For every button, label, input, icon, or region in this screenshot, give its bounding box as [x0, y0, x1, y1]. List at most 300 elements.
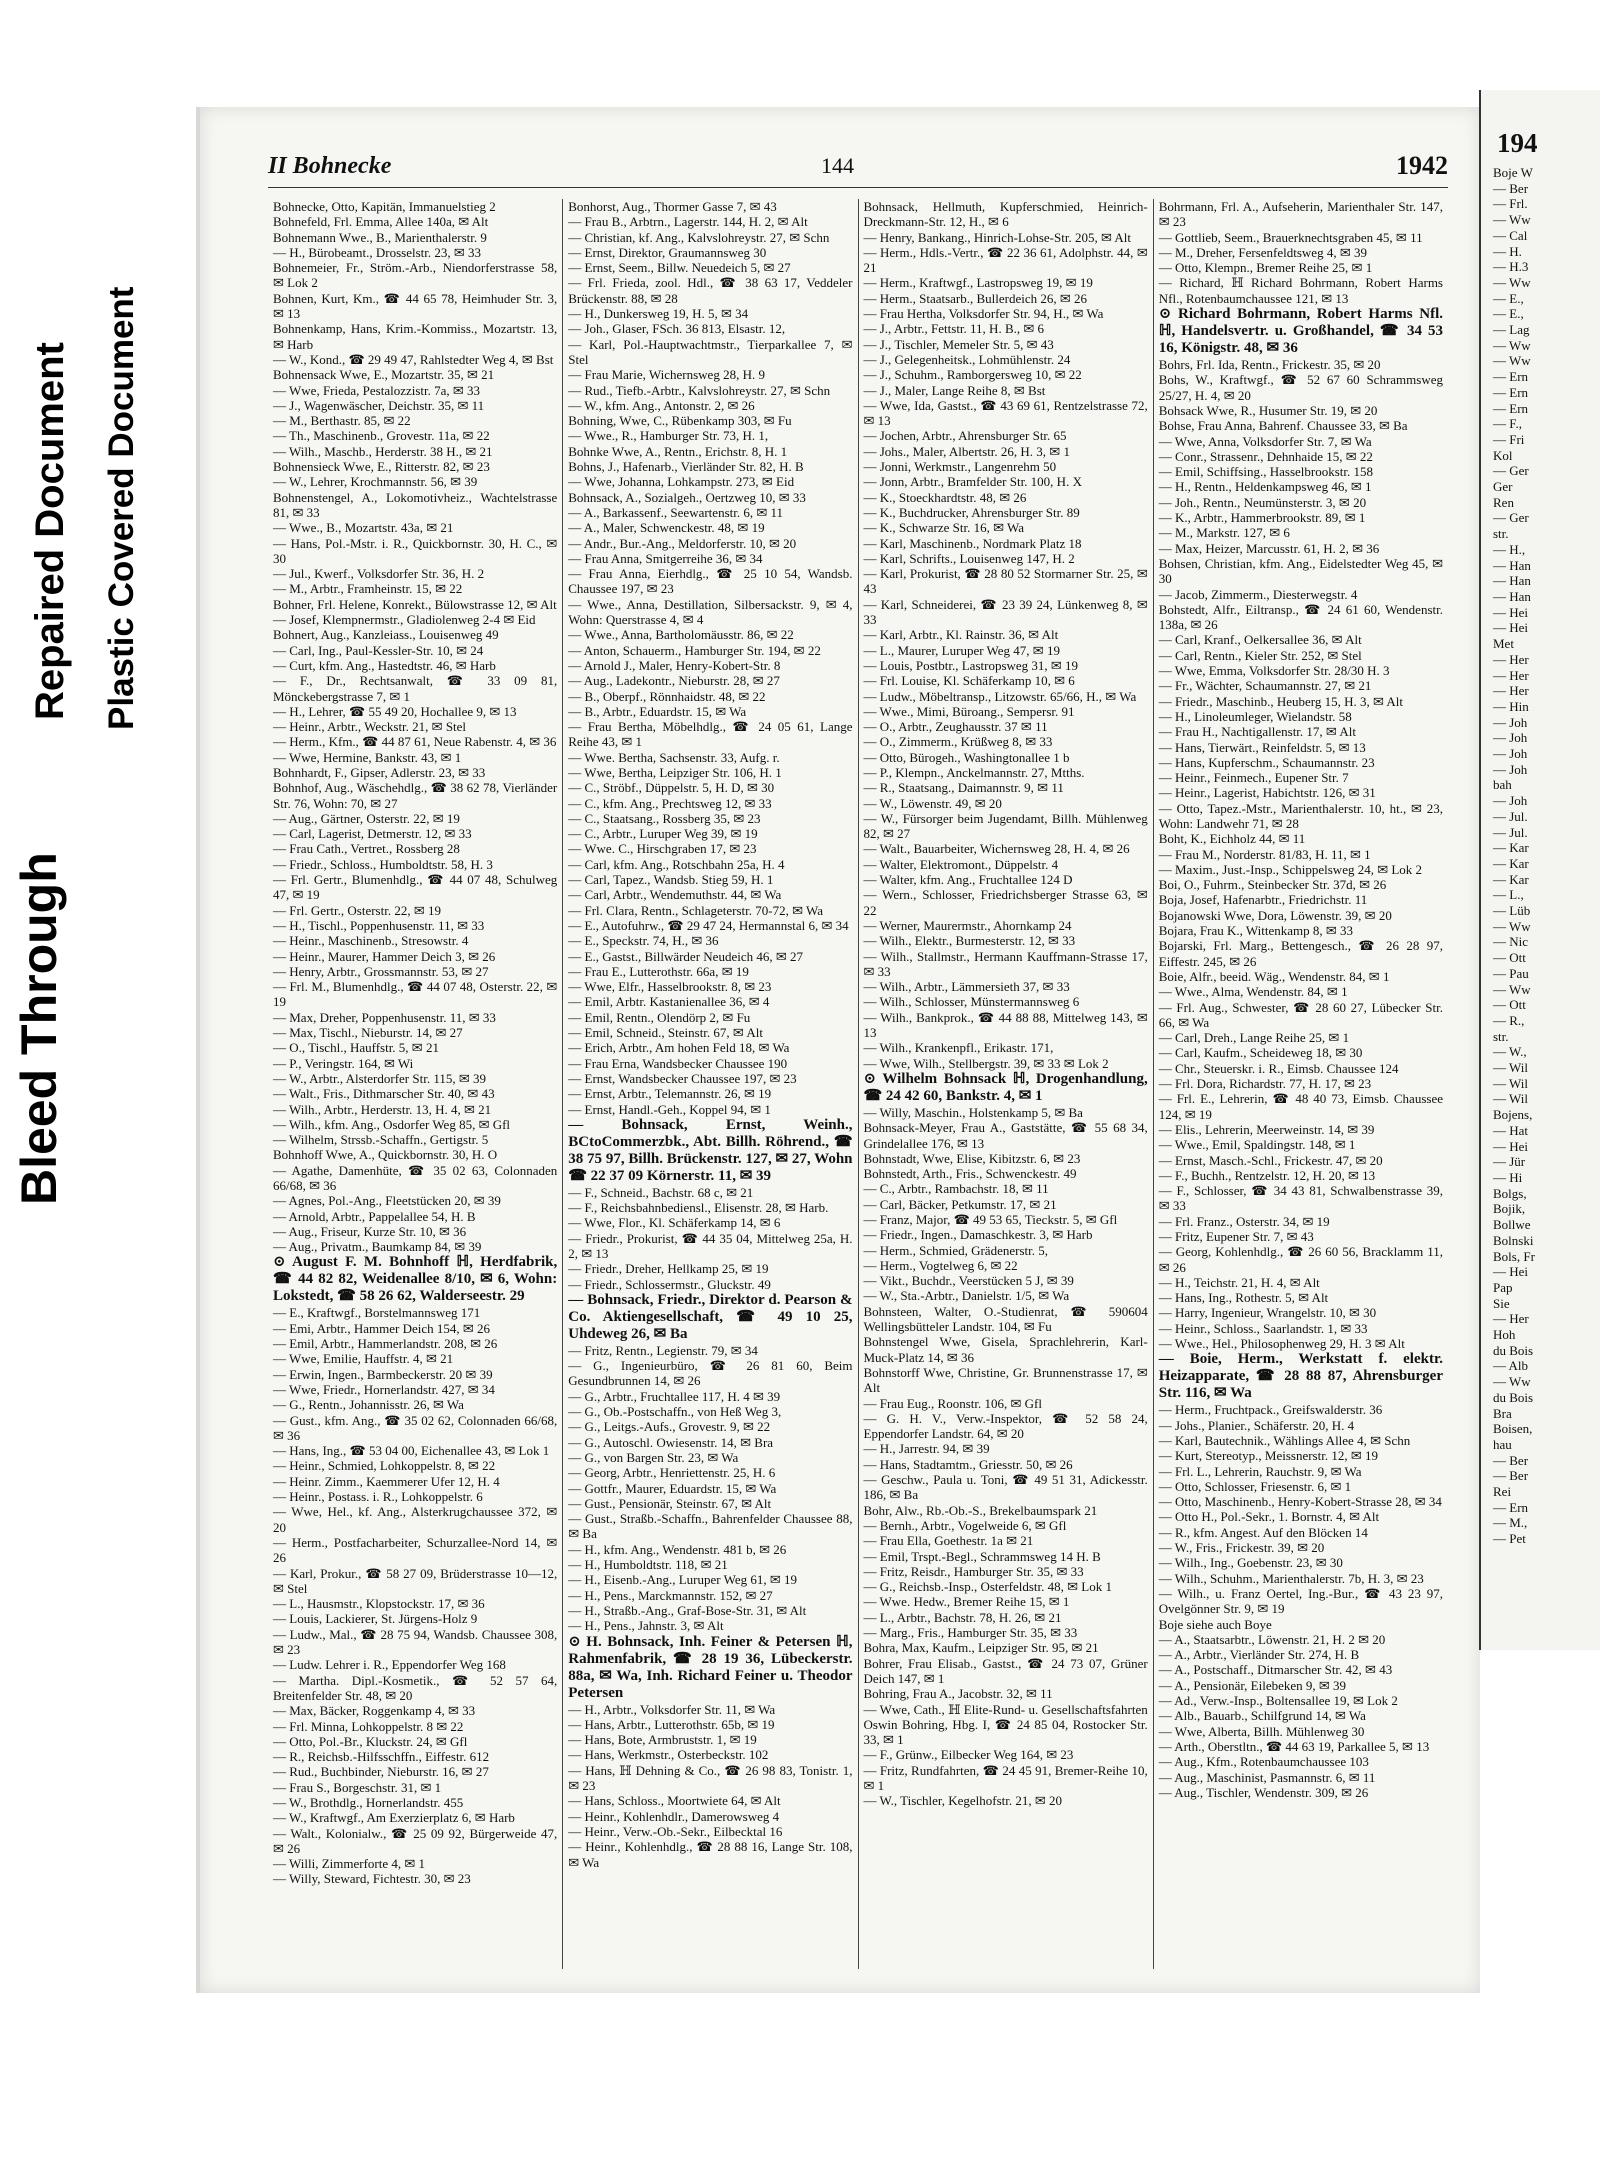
directory-entry: Bohsack Wwe, R., Husumer Str. 19, ✉ 20: [1158, 402, 1378, 418]
directory-entry: — Franz, Major, ☎ 49 53 65, Tieckstr. 5, ✉ Gfl: [863, 1212, 1118, 1227]
directory-entry: — Fritz, Eupener Str. 7, ✉ 43: [1158, 1229, 1314, 1244]
directory-entry: — O., Arbtr., Zeughausstr. 37 ✉ 11: [863, 719, 1048, 735]
directory-entry: — Heinr., Kohlenhdlg., ☎ 28 88 16, Lange Str. 108, ✉ Wa: [568, 1839, 853, 1870]
directory-entry: — Elis., Lehrerin, Meerweinstr. 14, ✉ 39: [1158, 1121, 1375, 1137]
edge-line: Bojik,: [1493, 1201, 1526, 1217]
edge-line: — Hi: [1493, 1170, 1523, 1185]
directory-entry: — J., Schuhm., Ramborgersweg 10, ✉ 22: [863, 367, 1082, 383]
directory-entry: — W., Brothdlg., Hornerlandstr. 455: [273, 1794, 464, 1810]
column-1: [268, 199, 563, 1969]
directory-entry: — Gust., kfm. Ang., ☎ 35 02 62, Colonnaden 66/68, ✉ 36: [273, 1412, 558, 1443]
directory-entry: — Walt., Kolonialw., ☎ 25 09 92, Bürgerweide 47, ✉ 26: [273, 1825, 558, 1856]
edge-line: Sie: [1493, 1295, 1510, 1311]
directory-entry: — Hans, Stadtamtm., Griesstr. 50, ✉ 26: [863, 1456, 1073, 1472]
directory-entry: Bohnsack, Hellmuth, Kupferschmied, Heinrich-Dreckmann-Str. 12, H., ✉ 6: [863, 199, 1148, 230]
directory-entry: Boht, K., Eichholz 44, ✉ 11: [1158, 831, 1306, 847]
directory-entry: — Harry, Ingenieur, Wrangelstr. 10, ✉ 30: [1158, 1305, 1377, 1321]
directory-entry: — Wilh., Elektr., Burmesterstr. 12, ✉ 33: [863, 933, 1076, 949]
directory-entry: — F., Dr., Rechtsanwalt, ☎ 33 09 81, Mönckebergstrasse 7, ✉ 1: [273, 673, 558, 704]
directory-entry: — Heinr., Schmied, Lohkoppelstr. 8, ✉ 22: [273, 1458, 496, 1474]
directory-entry: Bojara, Frau K., Wittenkamp 8, ✉ 33: [1158, 923, 1354, 939]
directory-entry: — Wwe. Bertha, Sachsenstr. 33, Aufg. r.: [568, 749, 780, 765]
directory-entry: — Gottlieb, Seem., Brauerknechtsgraben 45, ✉ 11: [1158, 229, 1423, 245]
directory-entry: — Friedr., Schlossermstr., Gluckstr. 49: [568, 1276, 771, 1292]
directory-entry: — Carl, Kaufm., Scheideweg 18, ✉ 30: [1158, 1045, 1363, 1061]
edge-line: — Ww: [1493, 918, 1531, 934]
next-page-number: 194: [1497, 128, 1538, 158]
directory-entry: — Aug., Kfm., Rotenbaumchaussee 103: [1158, 1754, 1369, 1770]
edge-line: Bra: [1493, 1405, 1512, 1421]
directory-entry: — Wilh., Stallmstr., Hermann Kauffmann-Strasse 17, ✉ 33: [863, 948, 1148, 979]
directory-entry: — Rud., Tiefb.-Arbtr., Kalvslohreystr. 27, ✉ Schn: [568, 382, 831, 398]
directory-entry: — Walt., Fris., Dithmarscher Str. 40, ✉ 43: [273, 1086, 495, 1102]
directory-entry: — G. H. V., Verw.-Inspektor, ☎ 52 58 24, Eppendorfer Landstr. 64, ✉ 20: [863, 1410, 1148, 1442]
directory-entry: — Emil, Schiffsing., Hasselbrookstr. 158: [1158, 464, 1374, 480]
edge-line: — L.,: [1493, 887, 1524, 903]
directory-entry: — Georg, Arbtr., Henriettenstr. 25, H. 6: [568, 1465, 776, 1481]
edge-line: — Hat: [1493, 1122, 1529, 1138]
directory-entry: — Otto, Bürogeh., Washingtonallee 1 b: [863, 749, 1070, 765]
directory-entry: — J., Tischler, Memeler Str. 5, ✉ 43: [863, 336, 1054, 352]
directory-entry: — E., Kraftwgf., Borstelmannsweg 171: [273, 1305, 481, 1321]
edge-line: — Jür: [1493, 1154, 1526, 1170]
directory-entry: — Wwe., Anna, Destillation, Silbersackstr. 9, ✉ 4, Wohn: Querstrasse 4, ✉ 4: [568, 596, 853, 628]
directory-entry: — Wwe, Emilie, Hauffstr. 4, ✉ 21: [273, 1351, 454, 1367]
directory-entry: — Fritz, Rentn., Legienstr. 79, ✉ 34: [568, 1342, 758, 1358]
directory-entry: — Wilh., Arbtr., Herderstr. 13, H. 4, ✉ 21: [273, 1101, 492, 1117]
directory-entry: — Hans, Bote, Armbruststr. 1, ✉ 19: [568, 1732, 757, 1748]
directory-entry: — G., Reichsb.-Insp., Osterfeldstr. 48, ✉ Lok 1: [863, 1579, 1112, 1595]
directory-entry: — F., Reichsbahnbediensl., Elisenstr. 28, ✉ Harb.: [568, 1200, 829, 1216]
edge-line: — Pau: [1493, 965, 1529, 981]
directory-entry: Bohnensieck Wwe, E., Ritterstr. 82, ✉ 23: [273, 459, 490, 475]
directory-entry: — Rud., Buchbinder, Nieburstr. 16, ✉ 27: [273, 1764, 489, 1780]
next-page-lines: [1481, 165, 1600, 1547]
directory-entry: — Frl. Louise, Kl. Schäferkamp 10, ✉ 6: [863, 673, 1075, 689]
directory-entry: — Friedr., Maschinb., Heuberg 15, H. 3, ✉ Alt: [1158, 693, 1404, 709]
directory-entry: — Carl, Arbtr., Wendemuthstr. 44, ✉ Wa: [568, 887, 782, 903]
edge-line: — Ww: [1493, 353, 1531, 369]
edge-line: Ren: [1493, 494, 1514, 510]
directory-entry: — Carl, Rentn., Kieler Str. 252, ✉ Stel: [1158, 647, 1362, 663]
edge-line: — Her: [1493, 651, 1529, 667]
directory-entry: — Frau Anna, Smitgerreihe 36, ✉ 34: [568, 550, 763, 566]
directory-entry: — Emil, Arbtr. Kastanienallee 36, ✉ 4: [568, 994, 770, 1010]
directory-entry: — Frau Bertha, Möbelhdlg., ☎ 24 05 61, Lange Reihe 43, ✉ 1: [568, 719, 853, 750]
edge-line: — W.,: [1493, 1044, 1527, 1060]
edge-line: Pap: [1493, 1279, 1513, 1295]
edge-line: — H.,: [1493, 541, 1526, 557]
directory-entry: — G., Rentn., Johannisstr. 26, ✉ Wa: [273, 1397, 464, 1413]
edge-line: — Alb: [1493, 1358, 1529, 1374]
edge-line: — Ger: [1493, 463, 1529, 479]
directory-entry: — Wwe, Wilh., Stellbergstr. 39, ✉ 33 ✉ Lok 2: [863, 1055, 1109, 1071]
directory-entry: — Georg, Kohlenhdlg., ☎ 26 60 56, Bracklamm 11, ✉ 26: [1158, 1244, 1443, 1275]
directory-entry: Bohrs, Frl. Ida, Rentn., Frickestr. 35, ✉ 20: [1158, 357, 1381, 373]
directory-entry: — E., Gastst., Billwärder Neudeich 46, ✉ 27: [568, 948, 803, 964]
directory-entry: — Herm., Staatsarb., Bullerdeich 26, ✉ 26: [863, 290, 1088, 306]
directory-entry: Bohnstorff Wwe, Christine, Gr. Brunnenstrasse 17, ✉ Alt: [863, 1364, 1148, 1396]
directory-entry: — Jul., Kwerf., Volksdorfer Str. 36, H. 2: [273, 566, 485, 582]
directory-entry: — Hans, Tierwärt., Reinfeldstr. 5, ✉ 13: [1158, 739, 1366, 755]
directory-entry: Boi, O., Fuhrm., Steinbecker Str. 37d, ✉ 26: [1158, 877, 1387, 893]
directory-entry: Bohnhoff Wwe, A., Quickbornstr. 30, H. O: [273, 1147, 498, 1163]
directory-entry: — L., Hausmstr., Klopstockstr. 17, ✉ 36: [273, 1596, 485, 1612]
directory-entry: — W., Sta.-Arbtr., Danielstr. 1/5, ✉ Wa: [863, 1288, 1070, 1304]
directory-entry: — Richard, ℍ Richard Bohrmann, Robert Harms Nfl., Rotenbaumchaussee 121, ✉ 13: [1158, 275, 1443, 306]
directory-entry: — Karl, Schneiderei, ☎ 23 39 24, Lünkenweg 8, ✉ 33: [863, 596, 1148, 628]
directory-entry: — Bohnsack, Ernst, Weinh., BCtoCommerzbk., Abt. Billh. Röhrend., ☎ 38 75 97, Billh. Brückenstr. 127, ✉ 27, Wohn ☎ 22 37 09 Körnerstr. 11, ✉ 39: [568, 1116, 853, 1184]
directory-entry: — Frl. Frieda, zool. Hdl., ☎ 38 63 17, Veddeler Brückenstr. 88, ✉ 28: [568, 275, 853, 306]
directory-entry: Bojanowski Wwe, Dora, Löwenstr. 39, ✉ 20: [1158, 907, 1392, 923]
directory-entry: — Carl, Kranf., Oelkersallee 36, ✉ Alt: [1158, 632, 1362, 648]
directory-entry: — Henry, Bankang., Hinrich-Lohse-Str. 205, ✉ Alt: [863, 229, 1131, 245]
directory-entry: — Fritz, Rundfahrten, ☎ 24 45 91, Bremer-Reihe 10, ✉ 1: [863, 1762, 1148, 1793]
directory-entry: — Frl. Clara, Rentn., Schlageterstr. 70-72, ✉ Wa: [568, 902, 824, 918]
directory-entry: — Friedr., Prokurist, ☎ 44 35 04, Mittelweg 25a, H. 2, ✉ 13: [568, 1230, 853, 1261]
directory-entry: Bohnemann Wwe., B., Marienthalerstr. 9: [273, 229, 487, 245]
directory-entry: — W., Arbtr., Alsterdorfer Str. 115, ✉ 39: [273, 1070, 486, 1086]
directory-entry: — Anton, Schauerm., Hamburger Str. 194, ✉ 22: [568, 642, 821, 658]
directory-entry: — Karl, Maschinenb., Nordmark Platz 18: [863, 535, 1082, 551]
directory-entry: — Karl, Arbtr., Kl. Rainstr. 36, ✉ Alt: [863, 627, 1059, 643]
edge-line: Bolgs,: [1493, 1185, 1527, 1201]
directory-entry: — Friedr., Ingen., Damaschkestr. 3, ✉ Harb: [863, 1227, 1093, 1243]
directory-entry: — W., Kond., ☎ 29 49 47, Rahlstedter Weg 4, ✉ Bst: [273, 351, 554, 367]
directory-entry: — Wilh., Arbtr., Lämmersieth 37, ✉ 33: [863, 979, 1070, 995]
directory-entry: — Arnold J., Maler, Henry-Kobert-Str. 8: [568, 657, 781, 673]
directory-entry: — Emil, Schneid., Steinstr. 67, ✉ Alt: [568, 1025, 763, 1041]
directory-entry: — Wwe, Ida, Gastst., ☎ 43 69 61, Rentzelstrasse 72, ✉ 13: [863, 397, 1148, 429]
edge-line: — Han: [1493, 588, 1531, 604]
directory-entry: — H., Straßb.-Ang., Graf-Bose-Str. 31, ✉ Alt: [568, 1602, 807, 1618]
directory-entry: — M., Berthastr. 85, ✉ 22: [273, 413, 411, 429]
edge-line: — Fri: [1493, 431, 1525, 447]
directory-entry: — Hans, Kupferschm., Schaumannstr. 23: [1158, 754, 1375, 770]
directory-entry: — Carl, kfm. Ang., Rotschbahn 25a, H. 4: [568, 856, 785, 872]
directory-entry: — L., Arbtr., Bachstr. 78, H. 26, ✉ 21: [863, 1609, 1062, 1625]
edge-line: — Kar: [1493, 855, 1529, 871]
edge-line: du Bois: [1493, 1342, 1534, 1358]
directory-entry: — Arnold, Arbtr., Pappelallee 54, H. B: [273, 1208, 476, 1224]
directory-entry: — Max, Dreher, Poppenhusenstr. 11, ✉ 33: [273, 1009, 496, 1025]
directory-entry: — J., Arbtr., Fettstr. 11, H. B., ✉ 6: [863, 321, 1045, 337]
directory-entry: — Wwe, Flor., Kl. Schäferkamp 14, ✉ 6: [568, 1215, 781, 1231]
edge-line: — Pet: [1493, 1531, 1526, 1547]
directory-entry: — Frau Cath., Vertret., Rossberg 28: [273, 841, 460, 857]
directory-entry: — Karl, Pol.-Hauptwachtmstr., Tierparkallee 7, ✉ Stel: [568, 336, 853, 367]
directory-entry: — Kurt, Stereotyp., Meissnerstr. 12, ✉ 19: [1158, 1448, 1378, 1464]
directory-entry: — J., Gelegenheitsk., Lohmühlenstr. 24: [863, 351, 1071, 367]
directory-entry: — Herm., Kraftwgf., Lastropsweg 19, ✉ 19: [863, 275, 1093, 291]
directory-entry: — Frl. L., Lehrerin, Rauchstr. 9, ✉ Wa: [1158, 1463, 1362, 1479]
directory-entry: — Johs., Planier., Schäferstr. 20, H. 4: [1158, 1417, 1355, 1433]
directory-entry: — A., Barkassenf., Seewartenstr. 6, ✉ 11: [568, 504, 784, 520]
directory-entry: — F., Schlosser, ☎ 34 43 81, Schwalbenstrasse 39, ✉ 33: [1158, 1183, 1443, 1214]
directory-entry: — Fritz, Reisdr., Hamburger Str. 35, ✉ 33: [863, 1563, 1084, 1579]
directory-entry: — Frau E., Lutterothstr. 66a, ✉ 19: [568, 963, 749, 979]
directory-entry: — Louis, Lackierer, St. Jürgens-Holz 9: [273, 1611, 478, 1627]
directory-entry: Bohnenstengel, A., Lokomotivheiz., Wachtelstrasse 81, ✉ 33: [273, 489, 558, 520]
directory-entry: — Wilh., Maschb., Herderstr. 38 H., ✉ 21: [273, 443, 493, 459]
directory-entry: Boje siehe auch Boye: [1158, 1616, 1272, 1632]
edge-line: — Wil: [1493, 1060, 1528, 1076]
edge-line: — Jul.: [1493, 824, 1528, 840]
directory-entry: — Jonni, Werkmstr., Langenrehm 50: [863, 459, 1057, 475]
edge-line: du Bois: [1493, 1389, 1534, 1405]
edge-line: — Hin: [1493, 698, 1529, 714]
edge-line: — Ber: [1493, 1452, 1529, 1468]
directory-entry: — H., Arbtr., Volksdorfer Str. 11, ✉ Wa: [568, 1701, 776, 1717]
directory-entry: — H., Teichstr. 21, H. 4, ✉ Alt: [1158, 1274, 1320, 1290]
directory-entry: — Ernst, Masch.-Schl., Frickestr. 47, ✉ 20: [1158, 1152, 1383, 1168]
edge-line: — Joh: [1493, 793, 1528, 809]
directory-entry: — Herm., Postfacharbeiter, Schurzalleе-Nord 14, ✉ 26: [273, 1534, 558, 1566]
directory-entry: — W., Löwenstr. 49, ✉ 20: [863, 795, 1002, 811]
edge-line: Bojens,: [1493, 1107, 1533, 1123]
directory-entry: — Wwe., Emil, Spaldingstr. 148, ✉ 1: [1158, 1137, 1356, 1153]
directory-entry: Bohnstedt, Arth., Fris., Schwenckestr. 49: [863, 1166, 1077, 1182]
directory-entry: — E., Speckstr. 74, H., ✉ 36: [568, 933, 719, 949]
directory-entry: — W., kfm. Ang., Antonstr. 2, ✉ 26: [568, 397, 755, 413]
edge-line: — Joh: [1493, 730, 1528, 746]
directory-entry: — Otto, Tapez.-Mstr., Marienthalerstr. 10, ht., ✉ 23, Wohn: Landwehr 71, ✉ 28: [1158, 800, 1443, 831]
edge-line: — Lüb: [1493, 903, 1531, 919]
directory-entry: — Wwe, Johanna, Lohkampstr. 273, ✉ Eid: [568, 474, 795, 490]
directory-entry: — Aug., Gärtner, Osterstr. 22, ✉ 19: [273, 810, 460, 826]
directory-entry: — Fr., Wächter, Schaumannstr. 27, ✉ 21: [1158, 678, 1372, 694]
directory-entry: Bohnsteen, Walter, O.-Studienrat, ☎ 590604 Wellingsbütteler Landstr. 104, ✉ Fu: [863, 1303, 1148, 1335]
directory-entry: — Josef, Klempnermstr., Gladiolenweg 2-4 ✉ Eid: [273, 612, 536, 628]
edge-line: — H.3: [1493, 259, 1529, 275]
edge-line: — Hei: [1493, 1264, 1529, 1280]
directory-entry: Bohns, J., Hafenarb., Vierländer Str. 82, H. B: [568, 459, 804, 475]
edge-line: Bolnski: [1493, 1232, 1534, 1248]
directory-entry: Bohnke Wwe, A., Rentn., Erichstr. 8, H. 1: [568, 443, 788, 459]
directory-entry: — B., Oberpf., Rönnhaidstr. 48, ✉ 22: [568, 688, 766, 704]
directory-entry: — Marg., Fris., Hamburger Str. 35, ✉ 33: [863, 1625, 1078, 1641]
directory-entry: — H., Eisenb.-Ang., Luruper Weg 61, ✉ 19: [568, 1572, 798, 1588]
directory-entry: — Erwin, Ingen., Barmbeckerstr. 20 ✉ 39: [273, 1366, 493, 1382]
directory-entry: — Herm., Schmied, Grädenerstr. 5,: [863, 1242, 1048, 1258]
directory-entry: — P., Veringstr. 164, ✉ Wi: [273, 1055, 414, 1071]
directory-entry: — Wilh., Krankenpfl., Erikastr. 171,: [863, 1040, 1054, 1056]
directory-entry: — Wwe, Alberta, Billh. Mühlenweg 30: [1158, 1723, 1365, 1739]
directory-entry: — Wwe, Friedr., Hornerlandstr. 427, ✉ 34: [273, 1381, 495, 1397]
directory-entry: — Wwe, Anna, Volksdorfer Str. 7, ✉ Wa: [1158, 433, 1372, 449]
directory-entry: — Frau Ella, Goethestr. 1a ✉ 21: [863, 1533, 1034, 1549]
edge-line: — Ww: [1493, 212, 1531, 228]
directory-entry: ⊙ Richard Bohrmann, Robert Harms Nfl. ℍ, Handelsvertr. u. Großhandel, ☎ 34 53 16, Königstr. 48, ✉ 36: [1158, 306, 1443, 357]
directory-entry: — Martha. Dipl.-Kosmetik., ☎ 52 57 64, Breitenfelder Str. 48, ✉ 20: [273, 1672, 558, 1703]
directory-entry: — Karl, Prokurist, ☎ 28 80 52 Stormarner Str. 25, ✉ 43: [863, 566, 1148, 597]
directory-entry: — Heinr., Arbtr., Weckstr. 21, ✉ Stel: [273, 719, 467, 735]
edge-line: — M.,: [1493, 1515, 1528, 1531]
directory-entry: — Joh., Rentn., Neumünsterstr. 3, ✉ 20: [1158, 494, 1367, 510]
directory-entry: — Max, Bäcker, Roggenkamp 4, ✉ 33: [273, 1703, 476, 1719]
directory-entry: — K., Buchdrucker, Ahrensburger Str. 89: [863, 504, 1080, 520]
directory-entry: — Bernh., Arbtr., Vogelweide 6, ✉ Gfl: [863, 1517, 1067, 1533]
directory-entry: — Frau Hertha, Volksdorfer Str. 94, H., ✉ Wa: [863, 306, 1104, 322]
directory-entry: — Werner, Maurermstr., Ahornkamp 24: [863, 917, 1072, 933]
directory-entry: — Frl. M., Blumenhdlg., ☎ 44 07 48, Osterstr. 22, ✉ 19: [273, 979, 558, 1010]
directory-entry: — C., Ströbf., Düppelstr. 5, H. D, ✉ 30: [568, 780, 775, 796]
directory-entry: Bohnemeier, Fr., Ström.-Arb., Niendorferstrasse 58, ✉ Lok 2: [273, 260, 558, 291]
directory-entry: — Heinr., Feinmech., Eupener Str. 7: [1158, 770, 1349, 786]
edge-line: Ger: [1493, 479, 1513, 495]
directory-entry: Bohnhof, Aug., Wäschehdlg., ☎ 38 62 78, Vierländer Str. 76, Wohn: 70, ✉ 27: [273, 780, 558, 811]
column-4: [1154, 199, 1448, 1969]
directory-entry: — Heinr., Postass. i. R., Lohkoppelstr. 6: [273, 1489, 483, 1505]
directory-entry: Bohnsack-Meyer, Frau A., Gaststätte, ☎ 55 68 34, Grindelallee 176, ✉ 13: [863, 1120, 1148, 1151]
directory-entry: — Wilhelm, Strssb.-Schaffn., Gertigstr. 5: [273, 1132, 489, 1148]
directory-entry: — Carl, Dreh., Lange Reihe 25, ✉ 1: [1158, 1030, 1350, 1046]
directory-entry: — Gottfr., Maurer, Eduardstr. 15, ✉ Wa: [568, 1480, 777, 1496]
directory-entry: Bohner, Frl. Helene, Konrekt., Bülowstrasse 12, ✉ Alt: [273, 596, 557, 612]
directory-entry: — Frau Erna, Wandsbecker Chaussee 190: [568, 1055, 788, 1071]
directory-entry: — Wilh., Bankprok., ☎ 44 88 88, Mittelweg 143, ✉ 13: [863, 1009, 1148, 1041]
directory-entry: — A., Pensionär, Eilebeken 9, ✉ 39: [1158, 1677, 1347, 1693]
edge-line: — Joh: [1493, 714, 1528, 730]
directory-entry: — Agnes, Pol.-Ang., Fleetstücken 20, ✉ 39: [273, 1193, 501, 1209]
directory-entry: — P., Klempn., Anckelmannstr. 27, Mtths.: [863, 764, 1085, 780]
directory-entry: Bohning, Wwe, C., Rübenkamp 303, ✉ Fu: [568, 413, 792, 429]
directory-entry: — O., Tischl., Hauffstr. 5, ✉ 21: [273, 1040, 439, 1056]
directory-entry: — Ernst, Seem., Billw. Neuedeich 5, ✉ 27: [568, 260, 791, 276]
directory-entry: — Agathe, Damenhüte, ☎ 35 02 63, Colonnaden 66/68, ✉ 36: [273, 1162, 558, 1193]
document-page: [196, 107, 1480, 1993]
edge-line: — Ern: [1493, 384, 1529, 400]
directory-entry: — H., Lehrer, ☎ 55 49 20, Hochallee 9, ✉ 13: [273, 703, 517, 719]
directory-entry: — Bohnsack, Friedr., Direktor d. Pearson & Co. Aktiengesellschaft, ☎ 49 10 25, Uhdeweg 26, ✉ Ba: [568, 1291, 853, 1342]
directory-entry: — H., Tischl., Poppenhusenstr. 11, ✉ 33: [273, 917, 485, 933]
directory-entry: — Vikt., Buchdr., Veerstücken 5 J, ✉ 39: [863, 1273, 1074, 1289]
directory-entry: — H., kfm. Ang., Wendenstr. 481 b, ✉ 26: [568, 1541, 787, 1557]
directory-entry: — M., Dreher, Fersenfeldtsweg 4, ✉ 39: [1158, 244, 1367, 260]
directory-entry: — Ernst, Direktor, Graumannsweg 30: [568, 244, 767, 260]
edge-line: — Han: [1493, 573, 1531, 589]
column-3: [859, 199, 1154, 1969]
edge-line: — Nic: [1493, 934, 1529, 950]
directory-entry: Bohnen, Kurt, Km., ☎ 44 65 78, Heimhuder Str. 3, ✉ 13: [273, 290, 558, 322]
directory-entry: — R., Reichsb.-Hilfsschffn., Eiffestr. 612: [273, 1749, 490, 1765]
directory-entry: — Chr., Steuerskr. i. R., Eimsb. Chaussee 124: [1158, 1060, 1399, 1076]
directory-entry: ⊙ August F. M. Bohnhoff ℍ, Herdfabrik, ☎ 44 82 82, Weidenallee 8/10, ✉ 6, Wohn: Lokstedt, ☎ 58 26 62, Walderseestr. 29: [273, 1254, 558, 1305]
directory-entry: — Hans, Werkmstr., Osterbeckstr. 102: [568, 1747, 769, 1763]
directory-entry: — H., Pens., Marckmannstr. 152, ✉ 27: [568, 1587, 773, 1603]
directory-entry: — M., Markstr. 127, ✉ 6: [1158, 525, 1290, 541]
edge-line: — Wil: [1493, 1091, 1528, 1107]
directory-entry: — Hans, Arbtr., Lutterothstr. 65b, ✉ 19: [568, 1716, 775, 1732]
page-header: [268, 147, 1448, 188]
directory-entry: — Frl. Aug., Schwester, ☎ 28 60 27, Lübecker Str. 66, ✉ Wa: [1158, 999, 1443, 1030]
edge-line: Hoh: [1493, 1327, 1516, 1343]
directory-entry: — Emil, Rentn., Olendörp 2, ✉ Fu: [568, 1009, 751, 1025]
directory-entry: — A., Maler, Schwenckestr. 48, ✉ 19: [568, 520, 765, 536]
directory-entry: — Hans, Ing., Rothestr. 5, ✉ Alt: [1158, 1290, 1329, 1306]
directory-entry: — R., kfm. Angest. Auf den Blöcken 14: [1158, 1524, 1368, 1540]
directory-entry: Bonhorst, Aug., Thormer Gasse 7, ✉ 43: [568, 199, 777, 214]
directory-entry: — Heinr., Maurer, Hammer Deich 3, ✉ 26: [273, 948, 496, 964]
directory-entry: Bohse, Frau Anna, Bahrenf. Chaussee 33, ✉ Ba: [1158, 418, 1408, 434]
directory-entry: — Friedr., Schloss., Humboldtstr. 58, H. 3: [273, 856, 493, 872]
edge-line: — Ger: [1493, 510, 1529, 526]
directory-entry: ⊙ H. Bohnsack, Inh. Feiner & Petersen ℍ, Rahmenfabrik, ☎ 28 19 36, Lübeckerstr. 88a, ✉ Wa, Inh. Richard Feiner u. Theodor Petersen: [568, 1633, 853, 1701]
directory-entry: — Wwe., R., Hamburger Str. 73, H. 1,: [568, 428, 769, 444]
directory-entry: Bohnert, Aug., Kanzleiass., Louisenweg 49: [273, 627, 499, 643]
directory-entry: Bojarski, Frl. Marg., Bettengesch., ☎ 26 28 97, Eiffestr. 245, ✉ 26: [1158, 938, 1443, 969]
directory-entry: — Wilh., Schuhm., Marienthalerstr. 7b, H. 3, ✉ 23: [1158, 1570, 1424, 1586]
edge-line: — Joh: [1493, 746, 1528, 762]
directory-entry: — G., von Bargen Str. 23, ✉ Wa: [568, 1449, 739, 1465]
directory-entry: Bohnstengel Wwe, Gisela, Sprachlehrerin, Karl-Muck-Platz 14, ✉ 36: [863, 1334, 1148, 1365]
edge-line: Rei: [1493, 1484, 1512, 1500]
directory-entry: — Heinr., Schloss., Saarlandstr. 1, ✉ 33: [1158, 1320, 1368, 1336]
edge-line: — Ber: [1493, 1468, 1529, 1484]
directory-entry: — Otto, Maschinenb., Henry-Kobert-Strasse 28, ✉ 34: [1158, 1494, 1442, 1510]
year-label: 1942: [1396, 151, 1448, 180]
directory-entry: — Frau H., Nachtigallenstr. 17, ✉ Alt: [1158, 724, 1356, 740]
directory-entry: — Frl. Gertr., Osterstr. 22, ✉ 19: [273, 902, 441, 918]
edge-line: — Her: [1493, 683, 1529, 699]
directory-entry: — Frl. Gertr., Blumenhdlg., ☎ 44 07 48, Schulweg 47, ✉ 19: [273, 872, 558, 903]
directory-entry: — K., Schwarze Str. 16, ✉ Wa: [863, 520, 1025, 536]
directory-entry: — Wwe., Mimi, Büroang., Sempersr. 91: [863, 703, 1075, 719]
edge-line: Met: [1493, 636, 1514, 652]
directory-entry: — H., Dunkersweg 19, H. 5, ✉ 34: [568, 306, 749, 322]
edge-line: — Wil: [1493, 1075, 1528, 1091]
edge-line: str.: [1493, 526, 1509, 542]
directory-entry: — Erich, Arbtr., Am hohen Feld 18, ✉ Wa: [568, 1040, 790, 1056]
directory-entry: — Carl, Lagerist, Detmerstr. 12, ✉ 33: [273, 826, 472, 842]
directory-entry: — Herm., Fruchtpack., Greifswalderstr. 36: [1158, 1402, 1383, 1418]
directory-entry: — G., Ob.-Postschaffn., von Heß Weg 3,: [568, 1404, 782, 1420]
edge-line: bah: [1493, 777, 1512, 793]
directory-entry: Bohnhardt, F., Gipser, Adlerstr. 23, ✉ 33: [273, 764, 486, 780]
directory-entry: — Aug., Maschinist, Pasmannstr. 6, ✉ 11: [1158, 1769, 1376, 1785]
directory-entry: — F., Buchh., Rentzelstr. 12, H. 20, ✉ 13: [1158, 1167, 1376, 1183]
directory-entry: — Geschw., Paula u. Toni, ☎ 49 51 31, Adickesstr. 186, ✉ Ba: [863, 1472, 1148, 1503]
directory-entry: — Jochen, Arbtr., Ahrensburger Str. 65: [863, 428, 1067, 444]
directory-entry: ⊙ Wilhelm Bohnsack ℍ, Drogenhandlung, ☎ 24 42 60, Bankstr. 4, ✉ 1: [863, 1070, 1148, 1104]
directory-entry: — Karl, Schrifts., Louisenweg 147, H. 2: [863, 550, 1075, 566]
edge-line: — Hei: [1493, 620, 1529, 636]
directory-columns: [268, 199, 1448, 1969]
edge-line: — Her: [1493, 667, 1529, 683]
directory-entry: — G., Arbtr., Fruchtallee 117, H. 4 ✉ 39: [568, 1388, 781, 1404]
directory-entry: — W., Lehrer, Krochmannstr. 56, ✉ 39: [273, 474, 478, 490]
directory-entry: — E., Autofuhrw., ☎ 29 47 24, Hermannstal 6, ✉ 34: [568, 917, 849, 933]
directory-entry: — Aug., Friseur, Kurze Str. 10, ✉ 36: [273, 1223, 467, 1239]
directory-entry: — Herm., Vogtelweg 6, ✉ 22: [863, 1257, 1018, 1273]
directory-entry: Bohsen, Christian, kfm. Ang., Eidelstedter Weg 45, ✉ 30: [1158, 555, 1443, 587]
directory-entry: — Aug., Ladekontr., Nieburstr. 28, ✉ 27: [568, 673, 780, 689]
directory-entry: — Walter, kfm. Ang., Fruchtallee 124 D: [863, 872, 1073, 888]
directory-entry: Bohstedt, Alfr., Eiltransp., ☎ 24 61 60, Wendenstr. 138a, ✉ 26: [1158, 601, 1443, 633]
directory-entry: Bohring, Frau A., Jacobstr. 32, ✉ 11: [863, 1686, 1053, 1702]
directory-entry: — Max, Heizer, Marcusstr. 61, H. 2, ✉ 36: [1158, 540, 1380, 556]
running-head: II Bohnecke: [268, 153, 392, 179]
directory-entry: — Frau B., Arbtrn., Lagerstr. 144, H. 2, ✉ Alt: [568, 214, 808, 230]
edge-line: — Jul.: [1493, 808, 1528, 824]
directory-entry: — Heinr., Maschinenb., Stresowstr. 4: [273, 933, 469, 949]
directory-entry: — Frau Marie, Wichernsweg 28, H. 9: [568, 367, 765, 383]
edge-line: — Kar: [1493, 871, 1529, 887]
edge-line: — E.,: [1493, 306, 1524, 322]
directory-entry: — W., Fürsorger beim Jugendamt, Billh. Mühlenweg 82, ✉ 27: [863, 810, 1148, 842]
directory-entry: — Ludw., Möbeltransp., Litzowstr. 65/66, H., ✉ Wa: [863, 688, 1137, 704]
directory-entry: — R., Staatsang., Daimannstr. 9, ✉ 11: [863, 780, 1064, 796]
